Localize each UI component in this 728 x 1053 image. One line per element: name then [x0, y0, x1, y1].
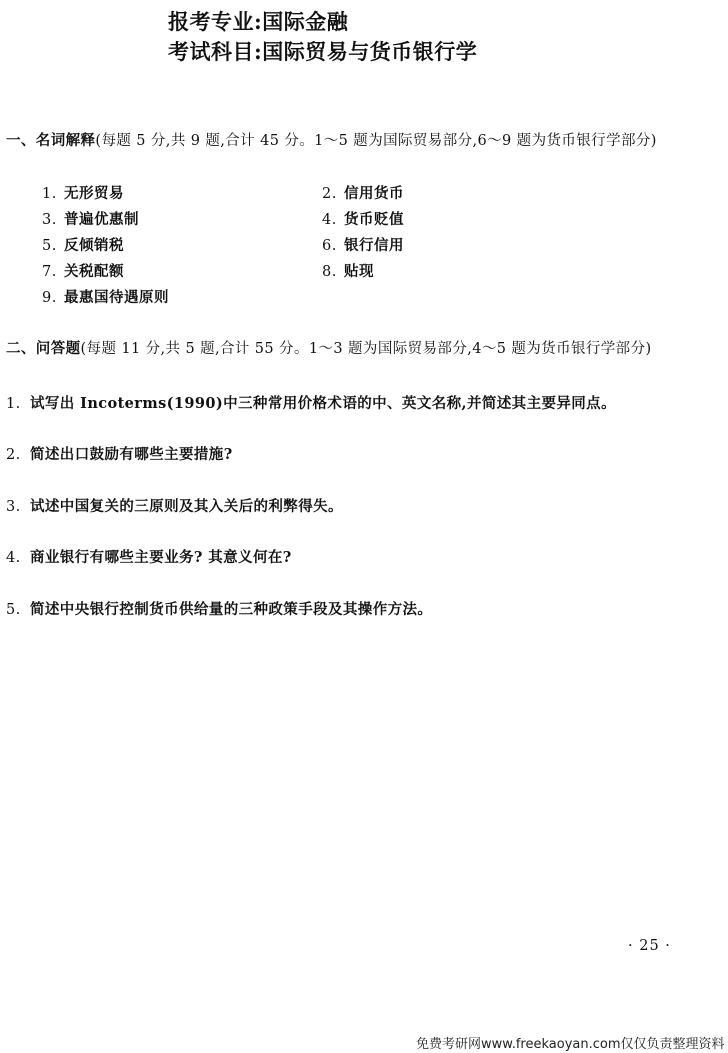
question-number: 3. [6, 499, 21, 515]
question-item [6, 546, 292, 567]
question-number: 4. [6, 550, 21, 566]
question-text: 试述中国复关的三原则及其入关后的利弊得失。 [30, 498, 343, 515]
term-number: 7. [42, 264, 57, 280]
term-number: 5. [42, 238, 57, 254]
exam-major-heading: 报考专业:国际金融 [168, 9, 349, 34]
term-item [42, 286, 169, 307]
question-number: 5. [6, 602, 21, 618]
term-text: 普遍优惠制 [64, 211, 139, 228]
term-text: 无形贸易 [64, 185, 124, 202]
question-text: 商业银行有哪些主要业务? 其意义何在? [30, 549, 292, 566]
term-item [42, 208, 139, 229]
term-item [42, 260, 124, 281]
term-number: 4. [322, 212, 337, 228]
footer-watermark: 免费考研网www.freekaoyan.com仅仅负责整理资料 [416, 1037, 725, 1052]
section-2-description: (每题 11 分,共 5 题,合计 55 分。1～3 题为国际贸易部分,4～5 题为货币银行学部分) [80, 341, 652, 357]
question-number: 1. [6, 396, 21, 412]
section-1-title: 一、名词解释 [6, 132, 96, 149]
question-text: 简述出口鼓励有哪些主要措施? [30, 446, 233, 463]
question-text: 试写出 Incoterms(1990)中三种常用价格术语的中、英文名称,并简述其主要异同点。 [30, 395, 616, 412]
term-item [42, 234, 124, 255]
term-number: 1. [42, 186, 57, 202]
question-number: 2. [6, 447, 21, 463]
term-text: 贴现 [344, 263, 374, 280]
section-2-heading [6, 336, 706, 362]
question-item [6, 392, 616, 413]
section-1-heading [6, 128, 706, 154]
term-text: 信用货币 [344, 185, 404, 202]
term-text: 反倾销税 [64, 237, 124, 254]
term-number: 9. [42, 290, 57, 306]
term-number: 6. [322, 238, 337, 254]
term-item [322, 208, 404, 229]
exam-subject-heading: 考试科目:国际贸易与货币银行学 [168, 39, 478, 64]
section-2-title: 二、问答题 [6, 340, 81, 357]
term-item [42, 182, 124, 203]
term-number: 2. [322, 186, 337, 202]
term-text: 最惠国待遇原则 [64, 289, 169, 306]
term-text: 关税配额 [64, 263, 124, 280]
term-item [322, 234, 404, 255]
term-text: 货币贬值 [344, 211, 404, 228]
question-item [6, 598, 432, 619]
term-number: 3. [42, 212, 57, 228]
term-number: 8. [322, 264, 337, 280]
section-1-description: (每题 5 分,共 9 题,合计 45 分。1～5 题为国际贸易部分,6～9 题为货币银行学部分) [95, 133, 657, 149]
question-item [6, 495, 343, 516]
question-text: 简述中央银行控制货币供给量的三种政策手段及其操作方法。 [30, 601, 433, 618]
term-item [322, 260, 374, 281]
term-text: 银行信用 [344, 237, 404, 254]
question-item [6, 443, 233, 464]
page-number: · 25 · [628, 938, 671, 954]
term-item [322, 182, 404, 203]
